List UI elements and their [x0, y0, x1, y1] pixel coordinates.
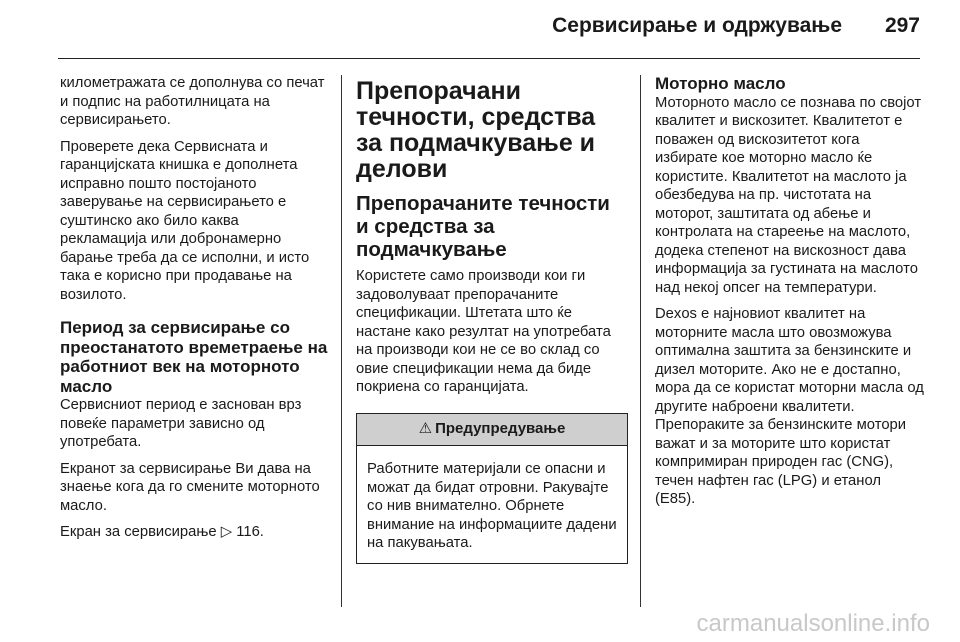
- page-reference-link[interactable]: 116.: [236, 524, 264, 540]
- paragraph-mileage: километражата се дополнува со печат и подпис на работилницата на сервисирањето.: [60, 75, 325, 128]
- column-divider-1: [341, 75, 342, 607]
- paragraph-dexos: Dexos е најновиот квалитет на моторните масла што овозможува оптимална заштита за бензинските и дизел моторите. Ако не е достапно, мора да се користат моторни масла од другите наброени квалитети. Препораките за бензинските мотори важат и за моторите што користат компримиран природен гас (CNG), течен нафтен гас (LPG) и етанол (E85).: [655, 306, 924, 507]
- paragraph-specifications: Користете само производи кои ги задоволуваат препорачаните спецификации. Штетата што ќе настане како резултат на употребата на производи кои не се во склад со овие спецификации нема да биде покриена со гаранцијата.: [356, 268, 611, 395]
- paragraph-service-display: Екранот за сервисирање Ви дава на знаење кога да го смените моторното масло.: [60, 460, 320, 514]
- paragraph-service-book: Проверете дека Сервисната и гаранцијската книшка е дополнета исправно пошто постојаното заверување на сервисирањето е суштинско ако било каква рекламација или добронамерно барање треба да се исполни, и исто така е корисно при продавање на возилото.: [60, 138, 310, 303]
- paragraph-service-period: Сервисниот период е заснован врз повеќе параметри зависно од употребата.: [60, 397, 302, 450]
- column-divider-2: [640, 75, 641, 607]
- section-heading-service-period: Период за сервисирање со преостанатото времетраење на работниот век на моторното масло: [60, 318, 328, 396]
- reference-arrow-icon: ▷: [220, 524, 233, 540]
- section-heading-engine-oil: Моторно масло: [655, 74, 786, 93]
- warning-body: Работните материјали се опасни и можат да бидат отровни. Ракувајте со нив внимателно. Обрнете внимание на информациите дадени на пакувањата.: [367, 461, 617, 551]
- header-divider: [58, 58, 920, 59]
- paragraph-service-screen-ref: [60, 523, 328, 542]
- warning-triangle-icon: ⚠: [418, 419, 433, 437]
- section-title-recommended: Препорачани течности, средства за подмачкување и делови: [356, 77, 596, 183]
- column-right: [655, 74, 925, 517]
- column-middle: [356, 74, 628, 564]
- paragraph-oil-quality: Моторното масло се познава по својот квалитет и вискозитет. Квалитетот е поважен од вискозитетот кога избирате кое моторно масло ќе користите. Квалитетот на маслото ја обезбедува на пр. чистотата на моторот, заштитата од абење и контролата на стареење на маслото, додека степенот на вискозност дава информација за густината на маслото над некој опсег на температури.: [655, 94, 922, 296]
- warning-header: [357, 414, 627, 447]
- chapter-title: Сервисирање и одржување: [552, 14, 842, 37]
- subsection-title-fluids: Препорачаните течности и средства за подмачкување: [356, 192, 610, 261]
- page-header: [0, 0, 960, 58]
- page-number: 297: [884, 14, 920, 37]
- column-left: [60, 74, 328, 550]
- service-screen-label: Екран за сервисирање: [60, 524, 217, 540]
- warning-box: [356, 413, 628, 564]
- warning-title: Предупредување: [435, 419, 566, 437]
- watermark: carmanualsonline.info: [696, 610, 930, 637]
